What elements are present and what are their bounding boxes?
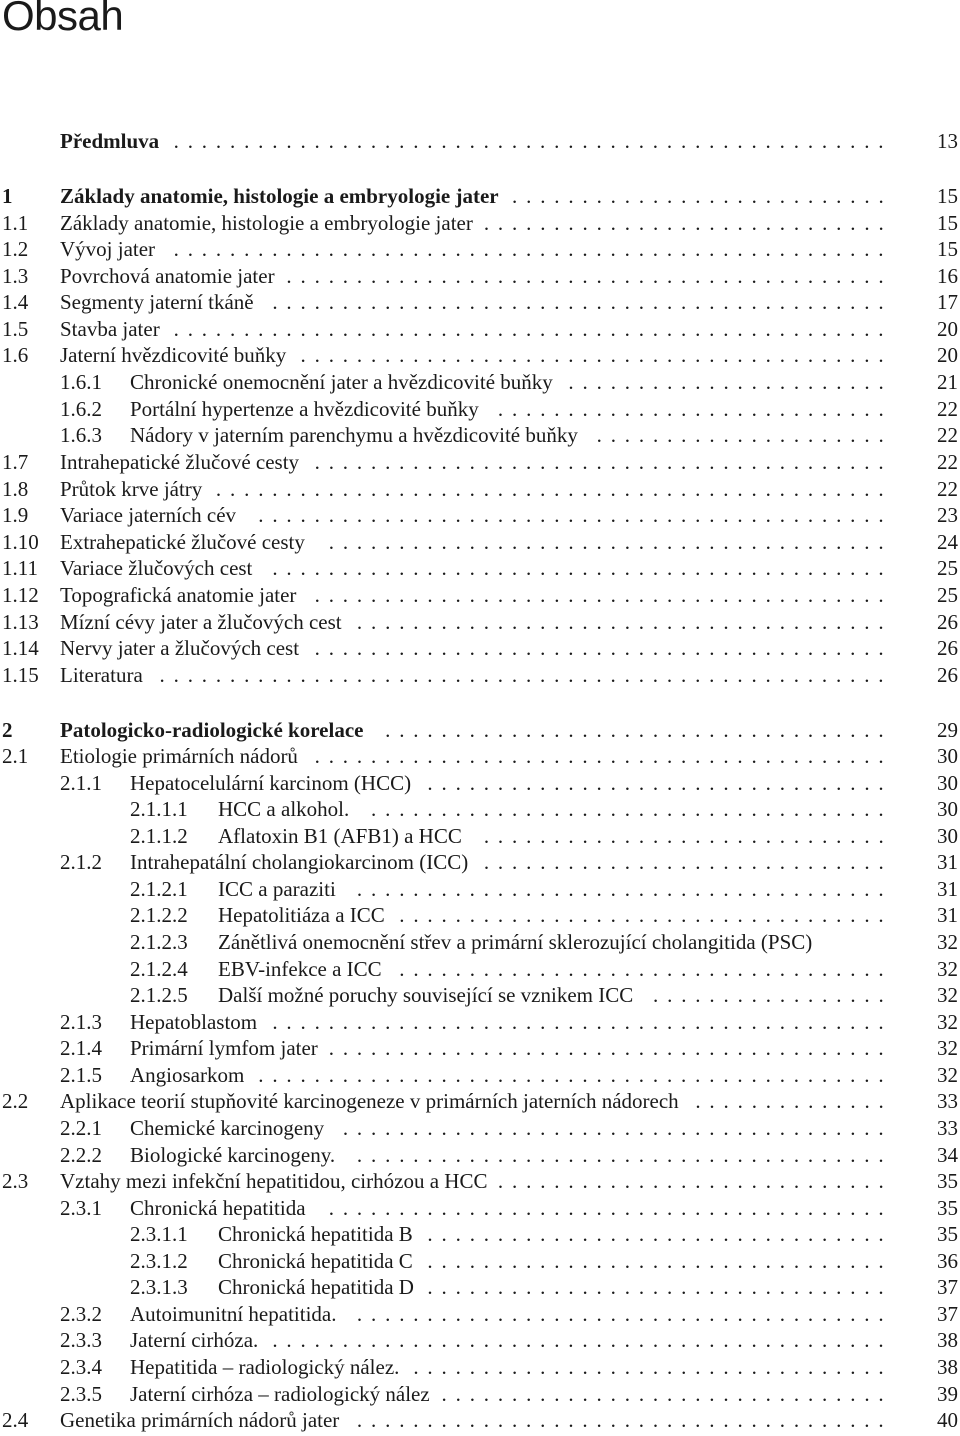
toc-entry-page-number: 25 <box>937 583 958 607</box>
toc-entry-number: 1.10 <box>2 530 39 554</box>
toc-entry-page-number: 22 <box>937 450 958 474</box>
toc-entry[interactable] <box>0 289 960 315</box>
toc-entry-number: 1.15 <box>2 663 39 687</box>
toc-entry-page-number: 35 <box>937 1169 958 1193</box>
dot-leader: . . . . . . . . . . . . . . . . . . . . . . . . . . . . . . . . . . . . . . . . . . . . <box>272 1328 884 1352</box>
toc-entry-page-number: 30 <box>937 744 958 768</box>
toc-entry-number: 1.9 <box>2 503 29 527</box>
toc-entry[interactable] <box>0 823 960 849</box>
toc-entry[interactable] <box>0 929 960 955</box>
toc-entry-number: 2.1.2.1 <box>130 877 188 901</box>
toc-entry-page-number: 24 <box>937 530 958 554</box>
toc-entry-title: Základy anatomie, histologie a embryologie jater <box>60 184 499 208</box>
toc-entry[interactable] <box>0 1142 960 1168</box>
dot-leader: . . . . . . . . . . . . . . . . . . . . . . . . . . . . . . . . . . . . . . . . . <box>314 583 884 607</box>
toc-entry-title: Genetika primárních nádorů jater <box>60 1408 340 1432</box>
dot-leader: . . . . . . . . . . . . . . . . . . . . . . . . . . . . . . . . . . <box>413 1355 884 1379</box>
toc-entry-page-number: 32 <box>937 1010 958 1034</box>
toc-entry-number: 2 <box>2 718 13 742</box>
toc-entry-title: Intrahepatální cholangiokarcinom (ICC) <box>130 850 469 874</box>
toc-entry-page-number: 32 <box>937 957 958 981</box>
dot-leader: . . . . . . . . . . . . . . . . . . . . . . . . . . . . . . . . . . . . . . . . . . . . <box>272 290 884 314</box>
toc-entry-title: Variace jaterních cév <box>60 503 237 527</box>
toc-entry-page-number: 36 <box>937 1249 958 1273</box>
toc-entry-page-number: 20 <box>937 343 958 367</box>
toc-entry-title: Předmluva <box>60 129 160 153</box>
toc-entry-number: 2.1.2.5 <box>130 983 188 1007</box>
toc-entry[interactable] <box>0 956 960 982</box>
toc-entry-page-number: 26 <box>937 636 958 660</box>
toc-entry-page-number: 32 <box>937 983 958 1007</box>
toc-entry-page-number: 34 <box>937 1143 958 1167</box>
toc-entry-page-number: 37 <box>937 1302 958 1326</box>
toc-entry[interactable] <box>0 1195 960 1221</box>
toc-entry[interactable] <box>0 236 960 262</box>
dot-leader: . . . . . . . . . . . . . . . . . . . . . . . . . . . . . . . . . <box>427 1275 884 1299</box>
toc-entry-number: 1.7 <box>2 450 29 474</box>
dot-leader: . . . . . . . . . . . . . . . . . <box>653 983 884 1007</box>
dot-leader: . . . . . . . . . . . . . . . . . . . . . . . . . . . . . . . . . . . . . . . . . . . . . . . . . . . <box>173 317 884 341</box>
toc-entry-number: 1.3 <box>2 264 29 288</box>
toc-entry-number: 2.3.3 <box>60 1328 102 1352</box>
toc-entry[interactable] <box>0 449 960 475</box>
toc-entry[interactable] <box>0 1062 960 1088</box>
toc-entry-page-number: 31 <box>937 877 958 901</box>
toc-entry[interactable] <box>0 210 960 236</box>
toc-entry-number: 2.1.1.2 <box>130 824 188 848</box>
toc-entry[interactable] <box>0 902 960 928</box>
toc-entry[interactable] <box>0 529 960 555</box>
toc-entry-number: 2.3.4 <box>60 1355 102 1379</box>
toc-entry-title: Nervy jater a žlučových cest <box>60 636 300 660</box>
dot-leader: . . . . . . . . . . . . . . . . . . . . . . . . . . . . . . . . . . . . . . . . <box>328 530 884 554</box>
dot-leader: . . . . . . . . . . . . . . . . . . . . . . . . . . . . . . . . . . . . . . . . . . . <box>286 264 884 288</box>
toc-entry-page-number: 38 <box>937 1355 958 1379</box>
toc-entry[interactable] <box>0 1381 960 1407</box>
toc-entry-number: 1.6.1 <box>60 370 102 394</box>
toc-entry[interactable] <box>0 770 960 796</box>
toc-entry[interactable] <box>0 1115 960 1141</box>
toc-entry-title: Nádory v jaterním parenchymu a hvězdicovité buňky <box>130 423 578 447</box>
toc-entry-title: Zánětlivá onemocnění střev a primární sklerozující cholangitida (PSC) <box>218 930 813 954</box>
toc-entry-title: Hepatitida – radiologický nález. <box>130 1355 400 1379</box>
toc-entry-title: Intrahepatické žlučové cesty <box>60 450 300 474</box>
toc-entry-number: 1.4 <box>2 290 29 314</box>
toc-entry[interactable] <box>0 316 960 342</box>
dot-leader: . . . . . . . . . . . . . . . . . . . . . . . . . . . <box>512 184 884 208</box>
toc-entry-title: Chronické onemocnění jater a hvězdicovité buňky <box>130 370 553 394</box>
toc-entry-number: 1.14 <box>2 636 39 660</box>
toc-entry[interactable] <box>0 342 960 368</box>
toc-entry-title: Topografická anatomie jater <box>60 583 297 607</box>
toc-entry-page-number: 13 <box>937 129 958 153</box>
toc-entry-number: 2.3.1.3 <box>130 1275 188 1299</box>
toc-entry[interactable] <box>0 183 960 209</box>
toc-entry-number: 1.5 <box>2 317 29 341</box>
page-title: Obsah <box>2 0 124 39</box>
toc-entry-page-number: 23 <box>937 503 958 527</box>
dot-leader: . . . . . . . . . . . . . . . . . . . . . . . . . . . . . . . . . . . . . . . . <box>328 1196 884 1220</box>
toc-entry[interactable] <box>0 1088 960 1114</box>
toc-entry-page-number: 33 <box>937 1116 958 1140</box>
toc-entry-title: Aflatoxin B1 (AFB1) a HCC <box>218 824 462 848</box>
toc-entry-number: 2.3.2 <box>60 1302 102 1326</box>
toc-entry-page-number: 25 <box>937 556 958 580</box>
toc-entry-number: 2.1.1 <box>60 771 102 795</box>
dot-leader: . . . . . . . . . . . . . . . . . . . . . . . <box>568 370 884 394</box>
toc-entry-title: Jaterní hvězdicovité buňky <box>60 343 287 367</box>
dot-leader: . . . . . . . . . . . . . . . . . . . . . . . . . . . . . . . . . . . . . . <box>356 877 884 901</box>
toc-entry-number: 2.1.4 <box>60 1036 102 1060</box>
toc-entry-page-number: 26 <box>937 663 958 687</box>
toc-entry[interactable] <box>0 396 960 422</box>
toc-entry-number: 2.1.2.3 <box>130 930 188 954</box>
dot-leader: . . . . . . . . . . . . . . . . . . . . . . . . . . . . <box>497 397 884 421</box>
toc-entry-title: Chronická hepatitida <box>130 1196 306 1220</box>
toc-entry-page-number: 15 <box>937 237 958 261</box>
toc-entry[interactable] <box>0 982 960 1008</box>
toc-entry[interactable] <box>0 128 960 154</box>
toc-entry-page-number: 38 <box>937 1328 958 1352</box>
toc-entry-page-number: 22 <box>937 397 958 421</box>
toc-entry-page-number: 20 <box>937 317 958 341</box>
dot-leader: . . . . . . . . . . . . . . . . . . . . . . . . . . . . . . . . . . . . . . <box>356 1408 884 1432</box>
toc-entry-number: 2.4 <box>2 1408 29 1432</box>
toc-entry-number: 2.2.1 <box>60 1116 102 1140</box>
toc-entry[interactable] <box>0 369 960 395</box>
dot-leader: . . . . . . . . . . . . . . . . . . . . . . . . . . . . . . . . . . . . . . . . . . . . . . . . . . . <box>173 237 884 261</box>
toc-entry-page-number: 31 <box>937 903 958 927</box>
dot-leader: . . . . . . . . . . . . . . . . . . . . . . . . . . . . . . . . . . . . . <box>371 797 884 821</box>
toc-entry-title: Hepatolitiáza a ICC <box>218 903 385 927</box>
toc-entry-title: Chemické karcinogeny <box>130 1116 325 1140</box>
toc-entry-number: 2.1.2.4 <box>130 957 188 981</box>
toc-entry-page-number: 32 <box>937 1036 958 1060</box>
toc-entry[interactable] <box>0 263 960 289</box>
dot-leader: . . . . . . . . . . . . . . . . . . . . . . . . . . . . . . . . . . . . . . . . . . . . . . . . <box>215 477 884 501</box>
toc-entry[interactable] <box>0 717 960 743</box>
toc-entry-page-number: 40 <box>937 1408 958 1432</box>
dot-leader: . . . . . . . . . . . . . . . . . . . . . . . . . . . . . <box>483 850 884 874</box>
toc-entry[interactable] <box>0 1354 960 1380</box>
toc-entry-page-number: 30 <box>937 771 958 795</box>
toc-entry-page-number: 22 <box>937 477 958 501</box>
toc-entry-number: 2.1.5 <box>60 1063 102 1087</box>
toc-entry-page-number: 30 <box>937 824 958 848</box>
toc-entry-number: 1.6.3 <box>60 423 102 447</box>
dot-leader: . . . . . . . . . . . . . . . . . . . . . <box>596 423 884 447</box>
toc-entry-title: Hepatoblastom <box>130 1010 258 1034</box>
dot-leader: . . . . . . . . . . . . . . . . . . . . . . . . . . . . . . . . . . . . . . . . . . . . . . . . . . . . <box>159 663 884 687</box>
toc-entry-number: 1.13 <box>2 610 39 634</box>
toc-entry-title: Etiologie primárních nádorů <box>60 744 298 768</box>
toc-entry-number: 1.12 <box>2 583 39 607</box>
toc-entry-page-number: 39 <box>937 1382 958 1406</box>
toc-entry-number: 2.3.1 <box>60 1196 102 1220</box>
toc-entry-page-number: 16 <box>937 264 958 288</box>
dot-leader: . . . . . . . . . . . . . . . . . . . . . . . . . . . . . . . . . . . . . . . . . . . . <box>272 556 884 580</box>
dot-leader: . . . . . . . . . . . . . . . . . . . . . . . . . . . . . <box>483 211 884 235</box>
toc-entry[interactable] <box>0 1035 960 1061</box>
toc-entry-page-number: 37 <box>937 1275 958 1299</box>
toc-entry-title: Portální hypertenze a hvězdicovité buňky <box>130 397 479 421</box>
dot-leader: . . . . . . . . . . . . . . . . . . . . . . . . . . . . . . . . . . . . . . . . . <box>314 636 884 660</box>
dot-leader: . . . . . . . . . . . . . . . . . . . . . . . . . . . . . . . . <box>441 1382 884 1406</box>
toc-entry[interactable] <box>0 1168 960 1194</box>
dot-leader: . . . . . . . . . . . . . . . . . . . . . . . . . . . . . . . . . . . . . . . . . . . . . <box>258 1063 884 1087</box>
toc-entry-title: Angiosarkom <box>130 1063 245 1087</box>
toc-entry-number: 2.1 <box>2 744 29 768</box>
toc-entry-title: Segmenty jaterní tkáně <box>60 290 254 314</box>
dot-leader: . . . . . . . . . . . . . . . . . . . . . . . . . . . . . . . . . . . . . . . . . . . . . . . . . . . <box>173 129 884 153</box>
toc-entry[interactable] <box>0 849 960 875</box>
dot-leader: . . . . . . . . . . . . . . . . . . . . . . . . . . . . . . . . . <box>427 1249 884 1273</box>
dot-leader: . . . . . . . . . . . . . . . . . . . . . . . . . . . . . . . . . . . . . . <box>356 1302 884 1326</box>
dot-leader: . . . . . . . . . . . . . . <box>695 1089 884 1113</box>
toc-entry-title: Hepatocelulární karcinom (HCC) <box>130 771 412 795</box>
toc-entry-title: Literatura <box>60 663 143 687</box>
toc-entry-title: Vztahy mezi infekční hepatitidou, cirhózou a HCC <box>60 1169 488 1193</box>
toc-entry-number: 2.3.1.1 <box>130 1222 188 1246</box>
toc-entry-title: Průtok krve játry <box>60 477 203 501</box>
toc-entry-page-number: 32 <box>937 930 958 954</box>
toc-entry-page-number: 26 <box>937 610 958 634</box>
toc-entry[interactable] <box>0 662 960 688</box>
toc-entry-title: EBV-infekce a ICC <box>218 957 382 981</box>
toc-entry-title: Aplikace teorií stupňovité karcinogeneze v primárních jaterních nádorech <box>60 1089 679 1113</box>
dot-leader: . . . . . . . . . . . . . . . . . . . . . . . . . . . . . . . . . . . . . . . <box>342 1116 884 1140</box>
dot-leader: . . . . . . . . . . . . . . . . . . . . . . . . . . . . . . . . . . . . . . . . . . . . <box>272 1010 884 1034</box>
toc-entry-number: 2.2 <box>2 1089 29 1113</box>
toc-entry-title: Chronická hepatitida C <box>218 1249 413 1273</box>
dot-leader: . . . . . . . . . . . . . . . . . . . . . . . . . . . . . . . . . . . . . . . . <box>328 1036 884 1060</box>
toc-entry-number: 1.8 <box>2 477 29 501</box>
toc-entry-title: Stavba jater <box>60 317 160 341</box>
toc-entry[interactable] <box>0 555 960 581</box>
toc-entry[interactable] <box>0 1407 960 1433</box>
toc-entry-page-number: 35 <box>937 1222 958 1246</box>
toc-entry[interactable] <box>0 743 960 769</box>
toc-entry-title: Autoimunitní hepatitida. <box>130 1302 337 1326</box>
toc-entry-number: 2.3 <box>2 1169 29 1193</box>
dot-leader: . . . . . . . . . . . . . . . . . . . . . . . . . . . . . . . . . <box>427 1222 884 1246</box>
toc-entry[interactable] <box>0 1301 960 1327</box>
dot-leader: . . . . . . . . . . . . . . . . . . . . . . . . . . . . . . . . . <box>427 771 884 795</box>
toc-entry-title: Primární lymfom jater <box>130 1036 318 1060</box>
toc-entry-number: 1.6.2 <box>60 397 102 421</box>
dot-leader: . . . . . . . . . . . . . . . . . . . . . . . . . . . . . . . . . . . . . . <box>356 1143 884 1167</box>
toc-entry-number: 1.2 <box>2 237 29 261</box>
toc-entry-number: 2.1.2 <box>60 850 102 874</box>
toc-entry-title: Patologicko-radiologické korelace <box>60 718 364 742</box>
toc-entry-page-number: 33 <box>937 1089 958 1113</box>
toc-entry-page-number: 30 <box>937 797 958 821</box>
toc-entry-title: Variace žlučových cest <box>60 556 253 580</box>
toc-entry[interactable] <box>0 609 960 635</box>
toc-entry-number: 1 <box>2 184 13 208</box>
toc-entry[interactable] <box>0 796 960 822</box>
dot-leader: . . . . . . . . . . . . . . . . . . . . . . . . . . . . . <box>483 824 884 848</box>
toc-entry-page-number: 17 <box>937 290 958 314</box>
toc-entry-number: 2.3.1.2 <box>130 1249 188 1273</box>
toc-entry[interactable] <box>0 1248 960 1274</box>
toc-entry-number: 2.1.2.2 <box>130 903 188 927</box>
dot-leader: . . . . . . . . . . . . . . . . . . . . . . . . . . . . . . . . . . . <box>399 903 884 927</box>
toc-entry-page-number: 22 <box>937 423 958 447</box>
toc-entry[interactable] <box>0 1221 960 1247</box>
toc-entry-page-number: 15 <box>937 211 958 235</box>
toc-entry-title: Vývoj jater <box>60 237 156 261</box>
toc-entry[interactable] <box>0 635 960 661</box>
toc-entry-page-number: 35 <box>937 1196 958 1220</box>
toc-entry-title: Jaterní cirhóza – radiologický nález <box>130 1382 430 1406</box>
toc-entry[interactable] <box>0 876 960 902</box>
toc-entry-page-number: 15 <box>937 184 958 208</box>
toc-entry-page-number: 29 <box>937 718 958 742</box>
toc-entry[interactable] <box>0 502 960 528</box>
toc-entry-page-number: 32 <box>937 1063 958 1087</box>
toc-entry-number: 2.3.5 <box>60 1382 102 1406</box>
dot-leader: . . . . . . . . . . . . . . . . . . . . . . . . . . . . <box>497 1169 884 1193</box>
dot-leader: . . . . . . . . . . . . . . . . . . . . . . . . . . . . . . . . . . . . <box>385 718 884 742</box>
toc-entry-number: 1.11 <box>2 556 38 580</box>
toc-entry-title: Další možné poruchy související se vznikem ICC <box>218 983 634 1007</box>
dot-leader: . . . . . . . . . . . . . . . . . . . . . . . . . . . . . . . . . . . . . . . . . <box>314 450 884 474</box>
toc-entry-title: Extrahepatické žlučové cesty <box>60 530 305 554</box>
toc-entry-title: Chronická hepatitida D <box>218 1275 414 1299</box>
toc-entry-page-number: 31 <box>937 850 958 874</box>
dot-leader: . . . . . . . . . . . . . . . . . . . . . . . . . . . . . . . . . . . . . . . . . <box>314 744 884 768</box>
toc-entry-title: ICC a paraziti <box>218 877 336 901</box>
toc-entry-title: Povrchová anatomie jater <box>60 264 275 288</box>
toc-entry[interactable] <box>0 1327 960 1353</box>
toc-entry-page-number: 21 <box>937 370 958 394</box>
toc-entry[interactable] <box>0 1009 960 1035</box>
dot-leader: . . . . . . . . . . . . . . . . . . . . . . . . . . . . . . . . . . . . . . <box>356 610 884 634</box>
dot-leader: . . . . . . . . . . . . . . . . . . . . . . . . . . . . . . . . . . . . . . . . . . . . . <box>258 503 884 527</box>
toc-entry[interactable] <box>0 582 960 608</box>
toc-entry-title: Jaterní cirhóza. <box>130 1328 259 1352</box>
toc-entry-title: Mízní cévy jater a žlučových cest <box>60 610 342 634</box>
toc-entry[interactable] <box>0 422 960 448</box>
toc-entry-title: Biologické karcinogeny. <box>130 1143 336 1167</box>
toc-entry-number: 1.6 <box>2 343 29 367</box>
dot-leader: . . . . . . . . . . . . . . . . . . . . . . . . . . . . . . . . . . . . . . . . . . <box>300 343 884 367</box>
dot-leader: . . . . . . . . . . . . . . . . . . . . . . . . . . . . . . . . . . . <box>399 957 884 981</box>
toc-entry-number: 2.1.3 <box>60 1010 102 1034</box>
toc-entry-number: 1.1 <box>2 211 29 235</box>
toc-entry-number: 2.2.2 <box>60 1143 102 1167</box>
toc-entry[interactable] <box>0 476 960 502</box>
toc-entry[interactable] <box>0 1274 960 1300</box>
toc-entry-title: HCC a alkohol. <box>218 797 350 821</box>
toc-entry-title: Základy anatomie, histologie a embryologie jater <box>60 211 473 235</box>
toc-entry-number: 2.1.1.1 <box>130 797 188 821</box>
toc-entry-title: Chronická hepatitida B <box>218 1222 413 1246</box>
